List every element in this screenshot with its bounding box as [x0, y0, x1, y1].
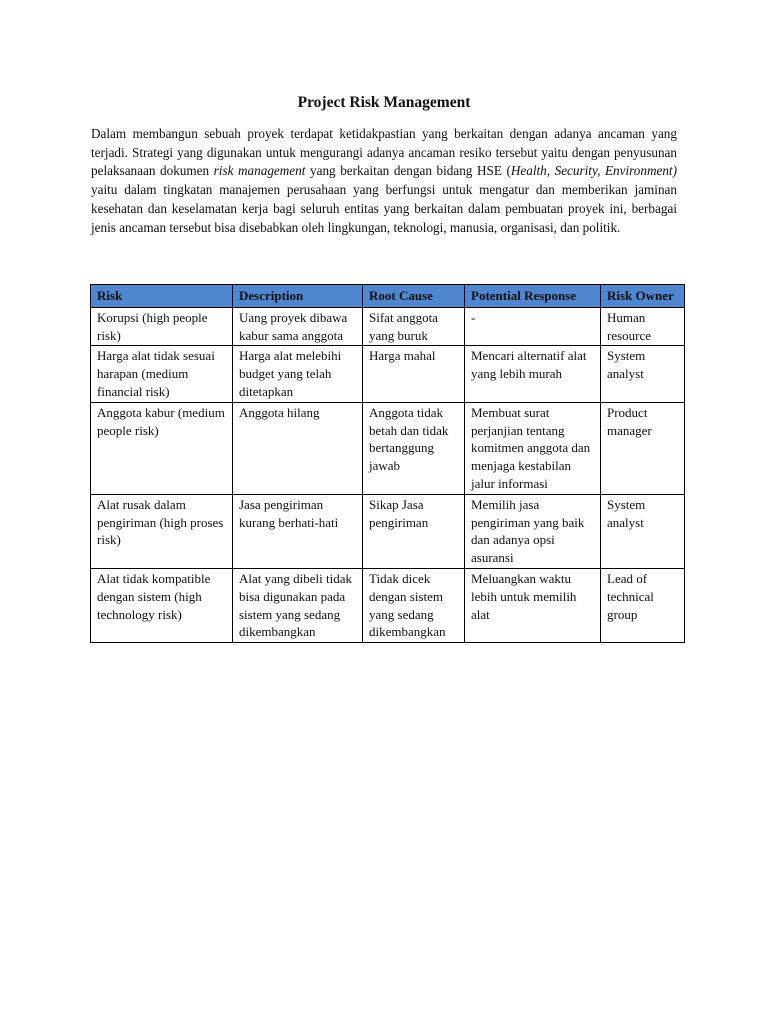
cell-root-cause: Harga mahal [363, 346, 465, 402]
cell-risk: Anggota kabur (medium people risk) [91, 402, 233, 494]
header-risk: Risk [91, 285, 233, 308]
header-potential-response: Potential Response [465, 285, 601, 308]
cell-risk: Alat rusak dalam pengiriman (high proses risk) [91, 494, 233, 568]
cell-risk-owner: Human resource [601, 307, 685, 346]
cell-risk-owner: Lead of technical group [601, 568, 685, 642]
paragraph-italic-2: Health, Security, Environment) [510, 163, 677, 179]
cell-root-cause: Anggota tidak betah dan tidak bertanggung jawab [363, 402, 465, 494]
intro-paragraph [91, 125, 677, 237]
cell-potential-response: Meluangkan waktu lebih untuk memilih alat [465, 568, 601, 642]
paragraph-italic-1: risk management [213, 163, 306, 179]
cell-root-cause: Tidak dicek dengan sistem yang sedang dikembangkan [363, 568, 465, 642]
cell-potential-response: Membuat surat perjanjian tentang komitmen anggota dan menjaga kestabilan jalur informasi [465, 402, 601, 494]
paragraph-text-1: Dalam membangun sebuah proyek terdapat ketidakpastian yang berkaitan dengan adanya ancaman yang terjadi. Strategi yang digunakan untuk mengurangi adanya ancaman resiko tersebut yaitu dengan penyusunan pelaksanaan dokumen [91, 126, 677, 179]
header-risk-owner: Risk Owner [601, 285, 685, 308]
page-title: Project Risk Management [297, 94, 471, 111]
cell-description: Uang proyek dibawa kabur sama anggota [233, 307, 363, 346]
header-root-cause: Root Cause [363, 285, 465, 308]
paragraph-text-2: yang berkaitan dengan bidang HSE ( [305, 163, 511, 179]
cell-risk-owner: System analyst [601, 346, 685, 402]
cell-risk-owner: System analyst [601, 494, 685, 568]
cell-description: Jasa pengiriman kurang berhati-hati [233, 494, 363, 568]
cell-potential-response: Mencari alternatif alat yang lebih murah [465, 346, 601, 402]
cell-description: Harga alat melebihi budget yang telah ditetapkan [233, 346, 363, 402]
cell-risk: Alat tidak kompatible dengan sistem (high technology risk) [91, 568, 233, 642]
cell-root-cause: Sikap Jasa pengiriman [363, 494, 465, 568]
table-row [91, 402, 685, 494]
paragraph-text-3: yaitu dalam tingkatan manajemen perusahaan yang berfungsi untuk mengatur dan memberikan jaminan kesehatan dan keselamatan kerja bagi seluruh entitas yang berkaitan dalam pembuatan proyek ini, berbagai jenis ancaman tersebut bisa disebabkan oleh lingkungan, teknologi, manusia, organisasi, dan politik. [91, 182, 677, 235]
cell-description: Alat yang dibeli tidak bisa digunakan pada sistem yang sedang dikembangkan [233, 568, 363, 642]
risk-table [90, 284, 685, 643]
cell-potential-response: Memilih jasa pengiriman yang baik dan adanya opsi asuransi [465, 494, 601, 568]
table-header-row [91, 285, 685, 308]
header-description: Description [233, 285, 363, 308]
cell-risk: Korupsi (high people risk) [91, 307, 233, 346]
cell-potential-response: - [465, 307, 601, 346]
cell-root-cause: Sifat anggota yang buruk [363, 307, 465, 346]
table-row [91, 346, 685, 402]
table-row [91, 568, 685, 642]
table-row [91, 307, 685, 346]
table-row [91, 494, 685, 568]
cell-risk: Harga alat tidak sesuai harapan (medium financial risk) [91, 346, 233, 402]
cell-description: Anggota hilang [233, 402, 363, 494]
cell-risk-owner: Product manager [601, 402, 685, 494]
